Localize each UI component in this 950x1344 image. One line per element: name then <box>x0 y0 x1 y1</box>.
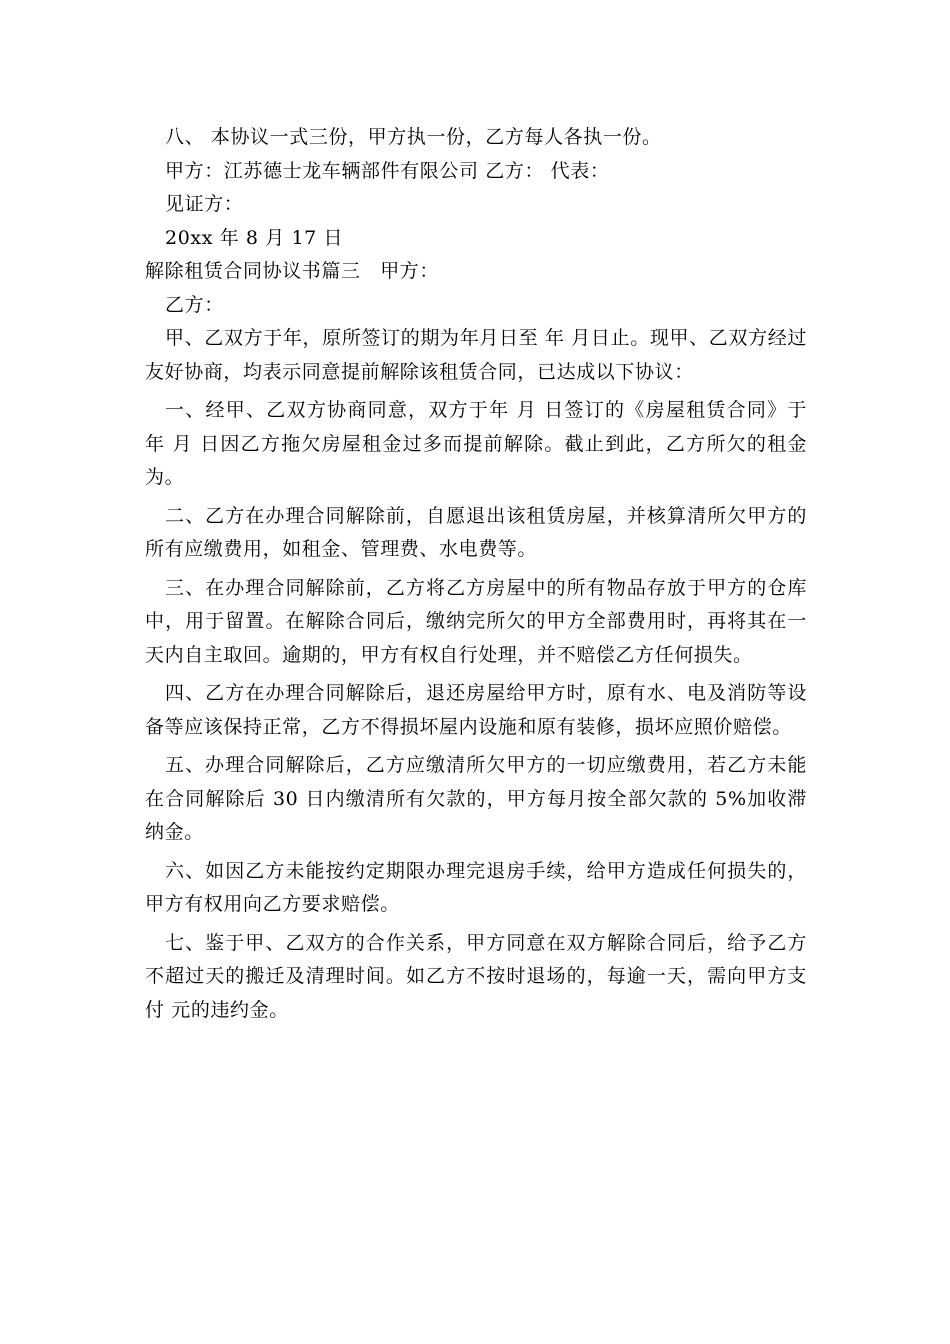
clause-one: 一、经甲、乙双方协商同意，双方于年 月 日签订的《房屋租赁合同》于 年 月 日因乙方拖欠房屋租金过多而提前解除。截止到此，乙方所欠的租金为。 <box>145 399 807 488</box>
section-heading: 解除租赁合同协议书篇三 甲方： <box>145 260 440 282</box>
party-signatures: 甲方：江苏德士龙车辆部件有限公司 乙方： 代表： <box>165 159 610 182</box>
party-b-line: 乙方： <box>165 293 224 316</box>
clause-six: 六、如因乙方未能按约定期限办理完退房手续，给甲方造成任何损失的，甲方有权用向乙方要求赔偿。 <box>145 859 807 915</box>
clause-four: 四、乙方在办理合同解除后，退还房屋给甲方时，原有水、电及消防等设备等应该保持正常，乙方不得损坏屋内设施和原有装修，损坏应照价赔偿。 <box>145 682 807 738</box>
clause-eight: 八、 本协议一式三份，甲方执一份，乙方每人各执一份。 <box>165 126 662 148</box>
date-line: 20xx 年 8 月 17 日 <box>165 226 344 249</box>
clause-five: 五、办理合同解除后，乙方应缴清所欠甲方的一切应缴费用，若乙方未能在合同解除后 30 日内缴清所有欠款的，甲方每月按全部欠款的 5%加收滞纳金。 <box>145 754 807 843</box>
witness-line: 见证方： <box>165 193 244 215</box>
intro-paragraph: 甲、乙双方于年，原所签订的期为年月日至 年 月日止。现甲、乙双方经过友好协商，均表示同意提前解除该租赁合同，已达成以下协议： <box>145 327 807 383</box>
clause-three: 三、在办理合同解除前，乙方将乙方房屋中的所有物品存放于甲方的仓库中，用于留置。在解除合同后，缴纳完所欠的甲方全部费用时，再将其在一天内自主取回。逾期的，甲方有权自行处理，并不赔偿乙方任何损失。 <box>145 576 807 666</box>
clause-two: 二、乙方在办理合同解除前，自愿退出该租赁房屋，并核算清所欠甲方的所有应缴费用，如租金、管理费、水电费等。 <box>145 504 807 560</box>
document-body <box>145 121 807 1027</box>
clause-seven: 七、鉴于甲、乙双方的合作关系，甲方同意在双方解除合同后，给予乙方不超过天的搬迁及清理时间。如乙方不按时退场的，每逾一天，需向甲方支付 元的违约金。 <box>145 931 807 1021</box>
